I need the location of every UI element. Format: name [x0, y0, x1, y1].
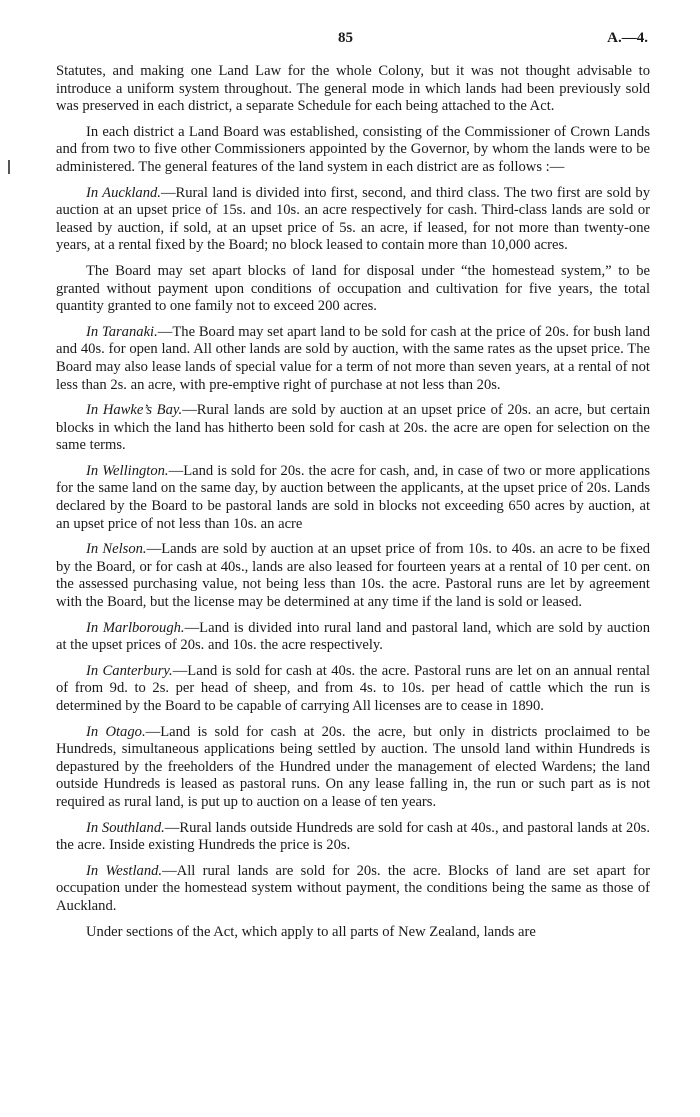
page-number: 85 — [338, 30, 353, 46]
paragraph-nelson — [56, 541, 650, 611]
paragraph-taranaki — [56, 324, 650, 394]
district-heading: In Otago. — [86, 723, 146, 740]
paragraph-text: Under sections of the Act, which apply to all parts of New Zealand, lands are — [86, 923, 536, 940]
paragraph-wellington — [56, 463, 650, 533]
district-heading: In Canterbury. — [86, 662, 173, 679]
district-heading: In Southland. — [86, 819, 165, 836]
district-heading: In Marlborough. — [86, 619, 185, 636]
paragraph-canterbury — [56, 663, 650, 716]
page-body — [56, 63, 650, 949]
paragraph-text: —Land is sold for 20s. the acre for cash, and, in case of two or more applications for the same land on the same day, by auction between the applicants, at the upset price of 20s. Lands declared by the Board to be pastoral lands are sold in blocks not exceeding 650 acres by auction, at an upset price of not less than 10s. an acre — [56, 462, 651, 532]
paragraph-hawkes-bay — [56, 402, 650, 455]
page-header — [0, 30, 700, 52]
paragraph-text: —The Board may set apart land to be sold for cash at the price of 20s. for bush land and 40s. for open land. All other lands are sold by auction, with the same rates as the upset price. The Board may also lease lands of special value for a term of not more than seven years, at a rental of not less than 2s. an acre, with pre-emptive right of purchase at not less than 20s. — [56, 323, 650, 393]
paragraph-text: —All rural lands are sold for 20s. the acre. Blocks of land are set apart for occupation under the homestead system without payment, the conditions being the same as those of Auckland. — [56, 862, 650, 914]
paragraph-westland — [56, 863, 650, 916]
paragraph — [56, 63, 650, 116]
district-heading: In Wellington. — [86, 462, 169, 479]
paragraph-text: Statutes, and making one Land Law for the whole Colony, but it was not thought advisable to introduce a uniform system throughout. The general mode in which lands had been previously sold was preserved in each district, a separate Schedule for each being attached to the Act. — [56, 63, 650, 115]
paragraph — [56, 924, 650, 942]
paragraph-text: —Land is divided into rural land and pastoral land, which are sold by auction at the upset prices of 20s. and 10s. the acre respectively. — [56, 619, 651, 654]
paragraph-text: —Rural land is divided into first, second, and third class. The two first are sold by auction at an upset price of 15s. and 10s. an acre respectively for cash. Third-class lands are sold or leased by auction, if sold, at an upset price of 5s. an acre, if leased, for not more than twenty-one years, at a rental fixed by the Board; no block leased to contain more than 10,000 acres. — [56, 184, 650, 254]
district-heading: In Hawke’s Bay. — [86, 402, 183, 419]
paragraph-text: In each district a Land Board was established, consisting of the Commissioner of Crown Lands and from two to five other Commissioners appointed by the Governor, by whom the lands were to be administered. The general features of the land system in each district are as follows :— — [56, 123, 650, 175]
paragraph-text: —Land is sold for cash at 20s. the acre, but only in districts proclaimed to be Hundreds, simultaneous applications being settled by auction. The unsold land within Hundreds is depastured by the freeholders of the Hundred under the management of elected Wardens; the land outside Hundreds is leased as pastoral runs. On any lease falling in, the run or such part as is not required as rural land, is put up to auction on a lease of ten years. — [56, 723, 650, 810]
district-heading: In Auckland. — [86, 184, 161, 201]
paragraph-text: —Lands are sold by auction at an upset price of from 10s. to 40s. an acre to be fixed by the Board, or for cash at 40s., lands are also leased for fourteen years at a rental of 10 per cent. on the assessed purchasing value, not being less than 10s. the acre. Pastoral runs are let by agreement with the Board, but the license may be determined at any time if the land is sold or leased. — [56, 541, 651, 611]
paragraph — [56, 263, 650, 316]
paragraph-text: —Land is sold for cash at 40s. the acre. Pastoral runs are let on an annual rental of from 9d. to 2s. per head of sheep, and from 4s. to 10s. per head of cattle which the run is determined by the Board to be capable of carrying All licenses are to cease in 1890. — [56, 662, 651, 714]
paragraph-marlborough — [56, 620, 650, 655]
district-heading: In Taranaki. — [86, 323, 158, 340]
paragraph-southland — [56, 820, 650, 855]
paragraph-text: The Board may set apart blocks of land for disposal under “the homestead system,” to be granted without payment upon conditions of occupation and cultivation for five years, the total quantity granted to one family not to exceed 200 acres. — [56, 262, 650, 315]
paragraph-text: —Rural lands are sold by auction at an upset price of 20s. an acre, but certain blocks in which the land has hitherto been sold for cash at 20s. the acre are open for selection on the same terms. — [56, 402, 650, 454]
paragraph — [56, 124, 650, 177]
paragraph-auckland — [56, 185, 650, 255]
district-heading: In Nelson. — [86, 541, 147, 558]
paragraph-text: —Rural lands outside Hundreds are sold for cash at 40s., and pastoral lands at 20s. the acre. Inside existing Hundreds the price is 20s. — [56, 819, 650, 854]
margin-mark — [8, 160, 10, 174]
paragraph-otago — [56, 724, 650, 812]
document-reference: A.—4. — [607, 30, 648, 46]
district-heading: In Westland. — [86, 862, 163, 879]
